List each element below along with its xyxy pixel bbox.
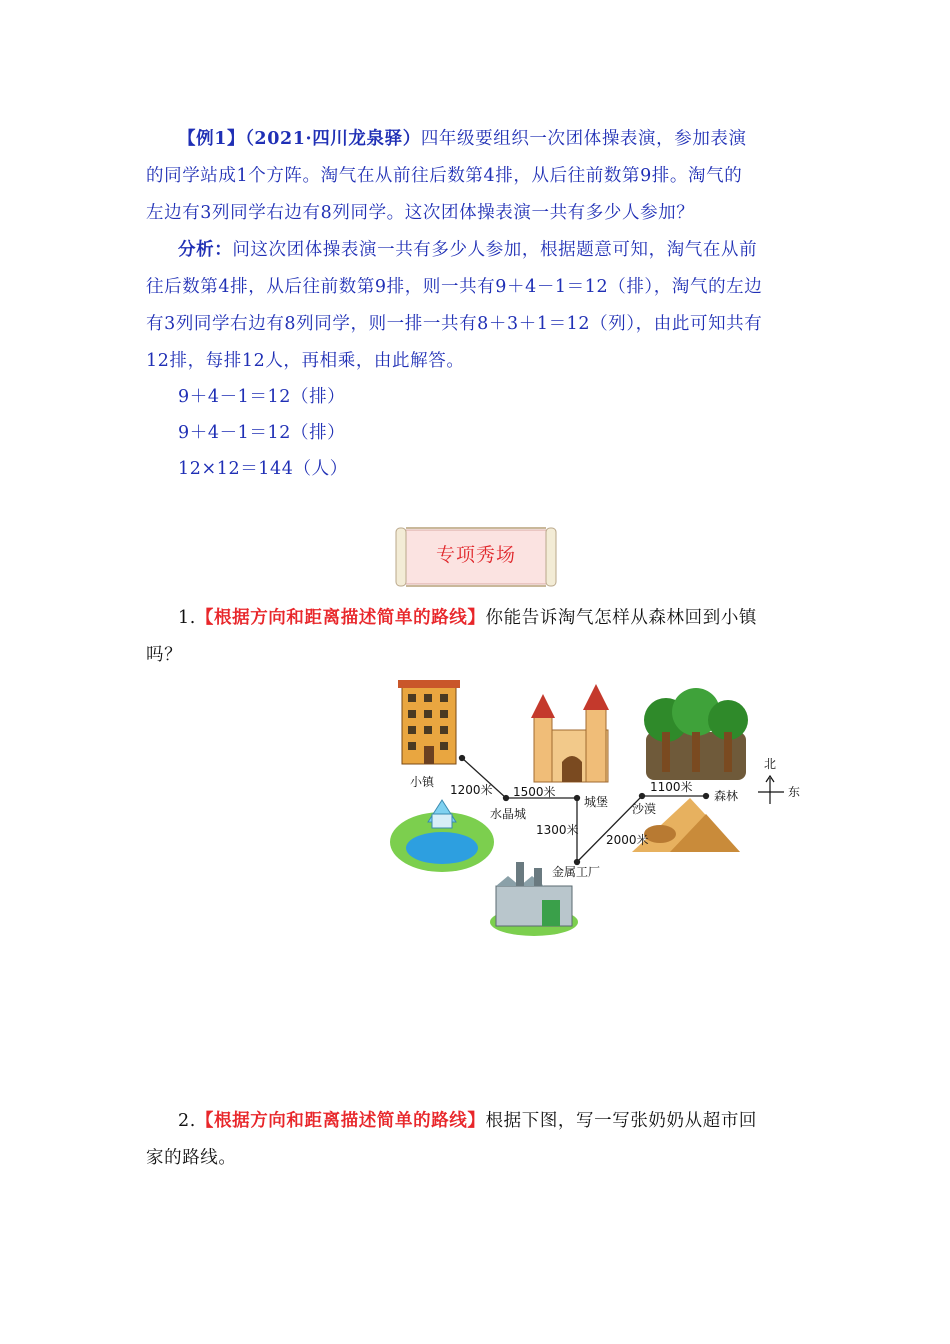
forest-icon xyxy=(644,688,748,780)
compass-icon xyxy=(758,776,784,804)
example-text: 四年级要组织一次团体操表演，参加表演 xyxy=(420,129,747,149)
analysis-line-1 xyxy=(178,237,757,263)
q2-number: 2. xyxy=(178,1111,196,1131)
example-line-3: 左边有3列同学右边有8列同学。这次团体操表演一共有多少人参加？ xyxy=(146,203,695,223)
solution-step-3: 12×12＝144（人） xyxy=(178,459,348,479)
label-castle: 城堡 xyxy=(584,795,609,809)
label-d4: 2000米 xyxy=(606,833,649,847)
crystal-city-icon xyxy=(390,800,494,872)
label-town: 小镇 xyxy=(410,775,435,789)
q2-line-2: 家的路线。 xyxy=(146,1148,237,1168)
q1-number: 1. xyxy=(178,608,196,628)
q1-text: 你能告诉淘气怎样从森林回到小镇 xyxy=(485,608,758,628)
label-crystal-city: 水晶城 xyxy=(490,807,527,821)
castle-icon xyxy=(531,684,609,782)
banner-title: 专项秀场 xyxy=(435,544,516,566)
label-desert: 沙漠 xyxy=(632,802,657,816)
analysis-line-4: 12排，每排12人，再相乘，由此解答。 xyxy=(146,351,465,371)
q2-line-1 xyxy=(178,1108,757,1134)
q2-tag: 【根据方向和距离描述简单的路线】 xyxy=(195,1111,486,1131)
analysis-label: 分析： xyxy=(178,240,233,260)
label-east: 东 xyxy=(788,785,801,799)
solution-step-1: 9＋4－1＝12（排） xyxy=(178,387,346,407)
q2-text: 根据下图，写一写张奶奶从超市回 xyxy=(485,1111,758,1131)
analysis-line-3: 有3列同学右边有8列同学，则一排一共有8＋3＋1＝12（列），由此可知共有 xyxy=(146,314,763,334)
label-factory: 金属工厂 xyxy=(552,865,601,879)
q1-tag: 【根据方向和距离描述简单的路线】 xyxy=(195,608,486,628)
label-d1: 1200米 xyxy=(450,783,493,797)
analysis-line-2: 往后数第4排，从后往前数第9排，则一共有9＋4－1＝12（排），淘气的左边 xyxy=(146,277,763,297)
section-banner xyxy=(392,524,560,590)
q1-line-1 xyxy=(178,605,757,631)
town-building-icon xyxy=(398,680,460,764)
example-line-1 xyxy=(178,126,747,152)
label-forest: 森林 xyxy=(714,789,739,803)
example-source: （2021·四川龙泉驿） xyxy=(245,129,421,149)
analysis-text: 问这次团体操表演一共有多少人参加，根据题意可知，淘气在从前 xyxy=(232,240,758,260)
solution-step-2: 9＋4－1＝12（排） xyxy=(178,423,346,443)
q1-line-2: 吗？ xyxy=(146,645,183,665)
route-map xyxy=(384,672,814,944)
label-north: 北 xyxy=(764,757,777,771)
label-d3: 1300米 xyxy=(536,823,579,837)
label-d2: 1500米 xyxy=(513,785,556,799)
example-tag: 【例1】 xyxy=(178,129,246,149)
example-line-2: 的同学站成1个方阵。淘气在从前往后数第4排，从后往前数第9排。淘气的 xyxy=(146,166,743,186)
label-d5: 1100米 xyxy=(650,780,693,794)
